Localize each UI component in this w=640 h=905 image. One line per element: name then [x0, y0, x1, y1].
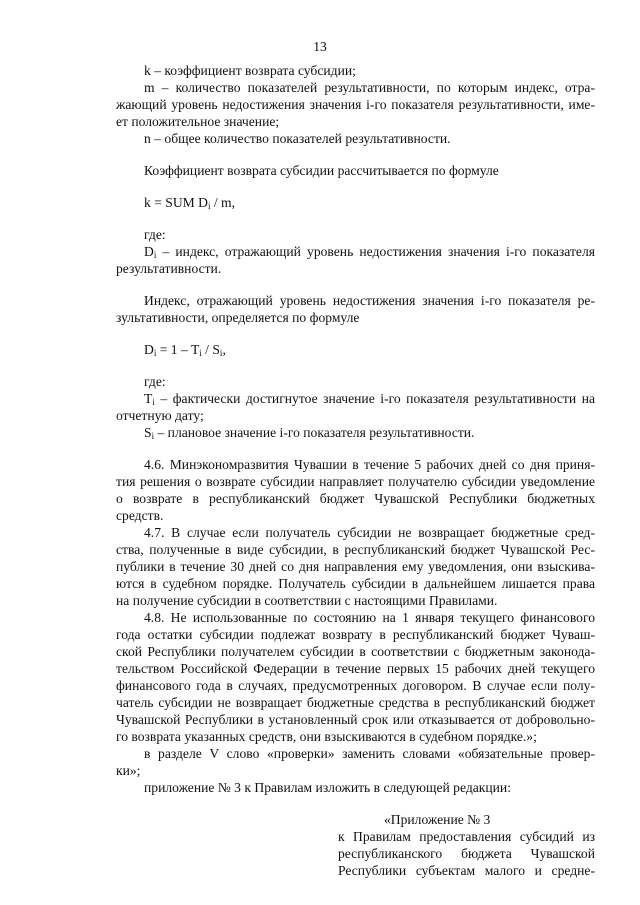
appendix-title: «Приложение № 3 — [384, 812, 491, 827]
text-line: в разделе V слово «проверки» заменить словами «обязательные провер- — [144, 746, 595, 761]
text-line: $T_i$ – фактически достигнутое значение i-го показателя результативности на — [144, 391, 595, 407]
text-line: где: — [144, 227, 166, 242]
text-line: жающий уровень недостижения значения i-го показателя результативности, име- — [116, 97, 595, 112]
text-line: 4.8. Не использованные по состоянию на 1 января текущего финансового — [144, 610, 595, 625]
text-line: n – общее количество показателей результативности. — [144, 131, 451, 146]
text-line: Чувашской Республики в установленный срок или отказывается от добровольно- — [116, 712, 595, 727]
text-line: тия решения о возврате субсидии направляет получателю субсидии уведомление — [116, 474, 595, 489]
appendix-line: республиканского бюджета Чувашской — [338, 846, 595, 861]
text-line: 4.7. В случае если получатель субсидии не возвращает бюджетные сред- — [144, 525, 595, 540]
page-number: 13 — [313, 39, 327, 54]
text-line: ской Республики получателем субсидии в соответствии с бюджетным законода- — [116, 644, 595, 659]
text-line: $D_i$ – индекс, отражающий уровень недостижения значения i-го показателя — [144, 244, 595, 260]
text-line: чатель субсидии не возвращает бюджетные средства в республиканский бюджет — [116, 695, 595, 710]
text-line: публики в течение 30 дней со дня направления ему уведомления, они взыскива- — [116, 559, 595, 574]
text-line: ются в судебном порядке. Получатель субсидии в дальнейшем лишается права — [116, 576, 595, 591]
text-line: приложение № 3 к Правилам изложить в следующей редакции: — [144, 780, 511, 795]
text-line: о возврате в республиканский бюджет Чувашской Республики бюджетных — [116, 491, 595, 506]
text-line: k – коэффициент возврата субсидии; — [144, 63, 356, 78]
text-line: где: — [144, 374, 166, 389]
text-line: средств. — [116, 508, 164, 523]
appendix-line: Республики субъектам малого и средне- — [338, 863, 595, 878]
text-line: года остатки субсидии подлежат возврату в республиканский бюджет Чуваш- — [116, 627, 595, 642]
text-line: ки»; — [116, 763, 141, 778]
text-line: m – количество показателей результативности, по которым индекс, отра- — [144, 80, 595, 95]
text-line: тельством Российской Федерации в течение первых 15 рабочих дней текущего — [116, 661, 595, 676]
appendix-line: к Правилам предоставления субсидий из — [338, 829, 595, 844]
text-line: на получение субсидии в соответствии с настоящими Правилами. — [116, 593, 498, 608]
text-line: отчетную дату; — [116, 408, 204, 423]
text-line: результативности. — [116, 261, 222, 276]
text-line: зультативности, определяется по формуле — [116, 310, 360, 325]
text-line: $S_i$ – плановое значение i-го показателя результативности. — [144, 425, 475, 441]
text-line: 4.6. Минэкономразвития Чувашии в течение 5 рабочих дней со дня приня- — [144, 457, 595, 472]
text-line: Коэффициент возврата субсидии рассчитывается по формуле — [144, 163, 499, 178]
text-line: финансового года в случаях, предусмотренных договором. В случае если полу- — [116, 678, 595, 693]
formula-k: k = SUM $D_i$ / m, — [144, 195, 236, 211]
formula-d: $D_i = 1 - T_i / S_i$, — [144, 342, 226, 358]
text-line: Индекс, отражающий уровень недостижения значения i-го показателя ре- — [144, 293, 595, 308]
text-line: ет положительное значение; — [116, 114, 280, 129]
text-line: го возврата указанных средств, они взыскиваются в судебном порядке.»; — [116, 729, 537, 744]
text-line: ства, полученные в виде субсидии, в республиканский бюджет Чувашской Рес- — [116, 542, 595, 557]
